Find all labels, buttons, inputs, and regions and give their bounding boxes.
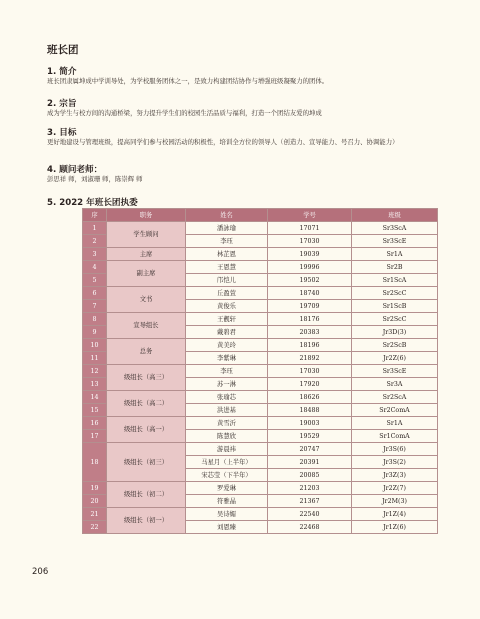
cell-role: 主席 bbox=[107, 248, 186, 261]
section-heading: 4. 顾问老师： bbox=[47, 165, 103, 175]
cell-class: Sr1ScB bbox=[352, 300, 438, 313]
cell-name: 丘盈萱 bbox=[186, 287, 268, 300]
cell-seq: 19 bbox=[83, 482, 107, 495]
table-row bbox=[83, 391, 438, 404]
table-row bbox=[83, 443, 438, 456]
cell-name: 刘恩臻 bbox=[186, 521, 268, 534]
header-role: 职务 bbox=[107, 209, 186, 222]
table-row bbox=[83, 417, 438, 430]
cell-seq: 17 bbox=[83, 430, 107, 443]
table-row bbox=[83, 222, 438, 235]
cell-student-id: 19529 bbox=[268, 430, 352, 443]
table-row bbox=[83, 508, 438, 521]
cell-role: 宣导组长 bbox=[107, 313, 186, 339]
cell-name: 马星月（上半年） bbox=[186, 456, 268, 469]
committee-table bbox=[82, 208, 438, 534]
cell-class: Jr3S(6) bbox=[352, 443, 438, 456]
cell-seq: 20 bbox=[83, 495, 107, 508]
cell-student-id: 19039 bbox=[268, 248, 352, 261]
cell-class: Sr3ScA bbox=[352, 222, 438, 235]
cell-student-id: 19709 bbox=[268, 300, 352, 313]
cell-name: 游晨祎 bbox=[186, 443, 268, 456]
cell-class: Jr1Z(6) bbox=[352, 521, 438, 534]
cell-name: 邝恺儿 bbox=[186, 274, 268, 287]
cell-class: Sr3A bbox=[352, 378, 438, 391]
cell-class: Sr2ScB bbox=[352, 339, 438, 352]
cell-student-id: 19003 bbox=[268, 417, 352, 430]
cell-name: 陈慧欣 bbox=[186, 430, 268, 443]
header-seq: 序 bbox=[83, 209, 107, 222]
cell-role: 级组长（初一） bbox=[107, 508, 186, 534]
cell-class: Sr3ScE bbox=[352, 365, 438, 378]
section-advisors bbox=[47, 165, 447, 184]
page-title: 班长团 bbox=[47, 44, 79, 56]
cell-role: 文书 bbox=[107, 287, 186, 313]
cell-seq: 10 bbox=[83, 339, 107, 352]
cell-class: Jr1Z(4) bbox=[352, 508, 438, 521]
cell-name: 黄美玲 bbox=[186, 339, 268, 352]
cell-seq: 12 bbox=[83, 365, 107, 378]
cell-student-id: 18176 bbox=[268, 313, 352, 326]
cell-role: 副主席 bbox=[107, 261, 186, 287]
section-body: 班长团隶属坤成中学训导处，为学校服务团体之一，是致力构建团结协作与增强班级凝聚力的团体。 bbox=[47, 77, 329, 85]
cell-name: 罗爱琳 bbox=[186, 482, 268, 495]
cell-name: 李紫琳 bbox=[186, 352, 268, 365]
table-row bbox=[83, 261, 438, 274]
cell-class: Sr3ScE bbox=[352, 235, 438, 248]
cell-student-id: 17030 bbox=[268, 235, 352, 248]
cell-student-id: 19996 bbox=[268, 261, 352, 274]
cell-role: 总务 bbox=[107, 339, 186, 365]
cell-student-id: 21367 bbox=[268, 495, 352, 508]
cell-name: 宋芯莹（下半年） bbox=[186, 469, 268, 482]
cell-seq: 3 bbox=[83, 248, 107, 261]
cell-seq: 7 bbox=[83, 300, 107, 313]
header-name: 姓名 bbox=[186, 209, 268, 222]
cell-student-id: 21892 bbox=[268, 352, 352, 365]
table-row bbox=[83, 339, 438, 352]
table-row bbox=[83, 482, 438, 495]
cell-class: Jr3S(2) bbox=[352, 456, 438, 469]
cell-name: 洪进基 bbox=[186, 404, 268, 417]
cell-class: Jr2Z(7) bbox=[352, 482, 438, 495]
cell-class: Sr2B bbox=[352, 261, 438, 274]
cell-class: Sr2ScC bbox=[352, 287, 438, 300]
cell-student-id: 18626 bbox=[268, 391, 352, 404]
cell-seq: 1 bbox=[83, 222, 107, 235]
table-row bbox=[83, 365, 438, 378]
cell-name: 李珏 bbox=[186, 365, 268, 378]
page-number: 206 bbox=[32, 567, 49, 577]
cell-name: 王恩慧 bbox=[186, 261, 268, 274]
cell-student-id: 22468 bbox=[268, 521, 352, 534]
cell-class: Jr3Z(3) bbox=[352, 469, 438, 482]
cell-name: 符雅晶 bbox=[186, 495, 268, 508]
table-row bbox=[83, 287, 438, 300]
cell-student-id: 20391 bbox=[268, 456, 352, 469]
cell-seq: 8 bbox=[83, 313, 107, 326]
cell-student-id: 18740 bbox=[268, 287, 352, 300]
cell-student-id: 17071 bbox=[268, 222, 352, 235]
cell-seq: 18 bbox=[83, 443, 107, 482]
table-header-row bbox=[83, 209, 438, 222]
cell-name: 李珏 bbox=[186, 235, 268, 248]
table-body bbox=[83, 222, 438, 534]
cell-class: Sr1A bbox=[352, 417, 438, 430]
cell-student-id: 19502 bbox=[268, 274, 352, 287]
section-body: 成为学生与校方间的沟通桥梁，努力提升学生们的校园生活品质与福利，打造一个团结友爱的坤成 bbox=[47, 109, 322, 117]
cell-seq: 2 bbox=[83, 235, 107, 248]
cell-seq: 5 bbox=[83, 274, 107, 287]
cell-student-id: 18196 bbox=[268, 339, 352, 352]
cell-role: 学生顾问 bbox=[107, 222, 186, 248]
cell-name: 黄俊乐 bbox=[186, 300, 268, 313]
cell-student-id: 18488 bbox=[268, 404, 352, 417]
cell-name: 林芷恩 bbox=[186, 248, 268, 261]
cell-seq: 16 bbox=[83, 417, 107, 430]
table-row bbox=[83, 313, 438, 326]
cell-seq: 9 bbox=[83, 326, 107, 339]
section-intro bbox=[47, 67, 447, 86]
cell-class: Jr3D(3) bbox=[352, 326, 438, 339]
cell-class: Sr1A bbox=[352, 248, 438, 261]
header-class: 班级 bbox=[352, 209, 438, 222]
cell-role: 级组长（高二） bbox=[107, 391, 186, 417]
table-row bbox=[83, 248, 438, 261]
cell-student-id: 17920 bbox=[268, 378, 352, 391]
cell-role: 级组长（初三） bbox=[107, 443, 186, 482]
cell-seq: 22 bbox=[83, 521, 107, 534]
cell-seq: 15 bbox=[83, 404, 107, 417]
section-purpose bbox=[47, 99, 447, 118]
cell-class: Sr2ComA bbox=[352, 404, 438, 417]
cell-name: 戴碧君 bbox=[186, 326, 268, 339]
cell-seq: 14 bbox=[83, 391, 107, 404]
cell-name: 张瑜芯 bbox=[186, 391, 268, 404]
section-heading: 1. 简介 bbox=[47, 67, 77, 77]
cell-class: Jr2M(3) bbox=[352, 495, 438, 508]
cell-seq: 21 bbox=[83, 508, 107, 521]
cell-seq: 6 bbox=[83, 287, 107, 300]
cell-name: 潘詠瑜 bbox=[186, 222, 268, 235]
section-body: 彭思祥 师，刘淑珊 师，陈崇辉 师 bbox=[47, 175, 143, 183]
cell-seq: 4 bbox=[83, 261, 107, 274]
cell-name: 吴诗媚 bbox=[186, 508, 268, 521]
cell-class: Jr2Z(6) bbox=[352, 352, 438, 365]
section-heading: 2. 宗旨 bbox=[47, 99, 77, 109]
section-heading: 3. 目标 bbox=[47, 128, 77, 138]
cell-role: 级组长（高三） bbox=[107, 365, 186, 391]
header-id: 学号 bbox=[268, 209, 352, 222]
cell-role: 级组长（初二） bbox=[107, 482, 186, 508]
cell-student-id: 21203 bbox=[268, 482, 352, 495]
cell-class: Sr2ScA bbox=[352, 391, 438, 404]
table-title: 5. 2022 年班长团执委 bbox=[47, 198, 138, 208]
cell-student-id: 17030 bbox=[268, 365, 352, 378]
cell-name: 黄雪沂 bbox=[186, 417, 268, 430]
cell-class: Sr1ScA bbox=[352, 274, 438, 287]
cell-name: 苏一淋 bbox=[186, 378, 268, 391]
cell-name: 王靓轩 bbox=[186, 313, 268, 326]
cell-student-id: 22540 bbox=[268, 508, 352, 521]
section-goals bbox=[47, 128, 447, 147]
cell-role: 级组长（高一） bbox=[107, 417, 186, 443]
cell-class: Sr1ComA bbox=[352, 430, 438, 443]
cell-student-id: 20747 bbox=[268, 443, 352, 456]
cell-student-id: 20085 bbox=[268, 469, 352, 482]
cell-class: Sr2ScC bbox=[352, 313, 438, 326]
cell-seq: 11 bbox=[83, 352, 107, 365]
section-body: 更好地建设与管理班级，提高同学们参与校园活动的积极性，培训全方位的领导人（创造力、宣导能力、号召力、协调能力） bbox=[47, 138, 399, 146]
cell-seq: 13 bbox=[83, 378, 107, 391]
cell-student-id: 20383 bbox=[268, 326, 352, 339]
